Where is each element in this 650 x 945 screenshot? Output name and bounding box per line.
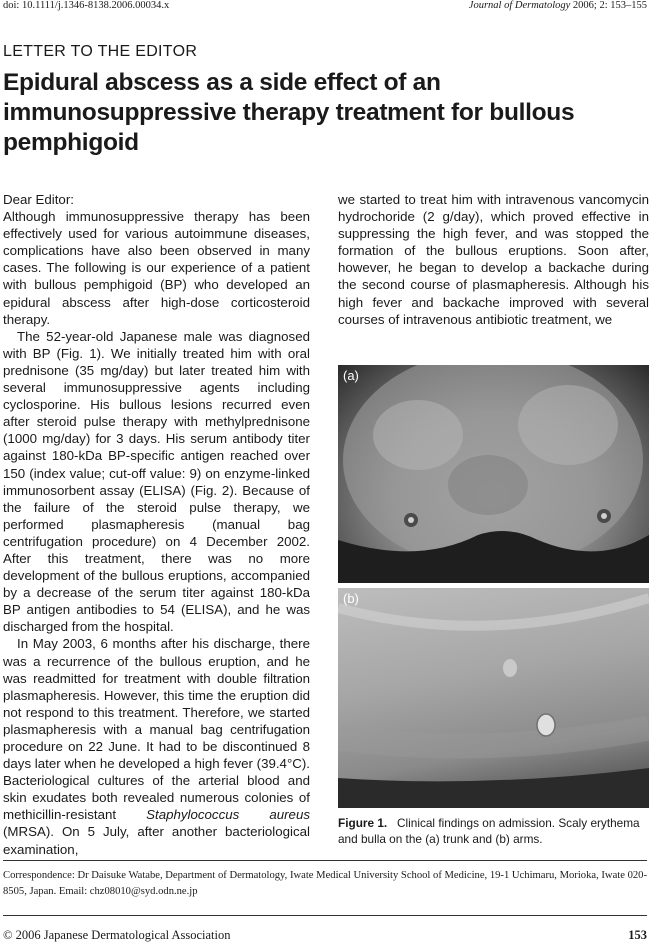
figure-panel-a-trunk-photo bbox=[338, 365, 649, 583]
paragraph-3-start: In May 2003, 6 months after his discharge, there was a recurrence of the bullous eruption, and he was readmitted for treatment with double filtration plasmapheresis. However, this time the eruption did not respond to this treatment. Therefore, we started plasmapheresis with a manual bag centrifugation procedure on 22 June. It had to be discontinued 8 days later when he developed a high fever (39.4°C). Bacteriological cultures of the arterial blood and skin exudates both revealed numerous colonies of methicillin-resistant bbox=[3, 636, 310, 823]
footer-divider bbox=[3, 915, 647, 916]
body-right-column bbox=[338, 191, 649, 328]
figure-1-caption bbox=[338, 815, 649, 847]
panel-b-label: (b) bbox=[343, 591, 359, 606]
journal-header bbox=[469, 0, 647, 11]
trunk-photo-illustration bbox=[338, 365, 649, 583]
paragraph-1: Although immunosuppressive therapy has been effectively used for various autoimmune diseases, complications have also been observed in many cases. The following is our experience of a patient with bullous pemphigoid (BP) who developed an epidural abscess after high-dose corticosteroid therapy. bbox=[3, 209, 310, 327]
salutation: Dear Editor: bbox=[3, 192, 74, 207]
caption-text: Clinical findings on admission. Scaly erythema and bulla on the (a) trunk and (b) arms. bbox=[338, 816, 640, 846]
figure-panel-b-arm-photo bbox=[338, 588, 649, 808]
article-title: Epidural abscess as a side effect of an immunosuppressive therapy treatment for bullous pemphigoid bbox=[3, 69, 575, 156]
journal-name: Journal of Dermatology bbox=[468, 0, 571, 11]
caption-label: Figure 1. bbox=[338, 816, 388, 830]
arm-photo-illustration bbox=[338, 588, 649, 808]
figure-1 bbox=[338, 365, 649, 808]
journal-citation: 2006; 2: 153–155 bbox=[572, 0, 647, 11]
panel-a-label: (a) bbox=[343, 368, 359, 383]
page-number: 153 bbox=[628, 928, 647, 942]
footnote-divider bbox=[3, 860, 647, 861]
correspondence-footnote: Correspondence: Dr Daisuke Watabe, Department of Dermatology, Iwate Medical University School of Medicine, 19-1 Uchimaru, Morioka, Iwate 020-8505, Japan. Email: chz08010@syd.odn.ne.jp bbox=[3, 870, 647, 897]
doi-header: doi: 10.1111/j.1346-8138.2006.00034.x bbox=[3, 0, 170, 11]
section-label: LETTER TO THE EDITOR bbox=[3, 43, 198, 60]
paragraph-4: we started to treat him with intravenous vancomycin hydrochoride (2 g/day), which proved effective in suppressing the high fever, and was stopped the formation of the bullous eruptions. Soon after, however, he began to develop a backache during the second course of plasmapheresis. Although his high fever and backache improved with several courses of intravenous antibiotic treatment, we bbox=[338, 192, 649, 327]
body-left-column bbox=[3, 191, 310, 858]
paragraph-3 bbox=[3, 635, 310, 857]
copyright-footer: © 2006 Japanese Dermatological Association bbox=[3, 928, 231, 942]
organism-name: Staphylococcus aureus bbox=[146, 807, 310, 823]
paragraph-3-end: (MRSA). On 5 July, after another bacteriological examination, bbox=[3, 824, 310, 857]
paragraph-2: The 52-year-old Japanese male was diagnosed with BP (Fig. 1). We initially treated him with oral prednisone (35 mg/day) but later treated him with several immunosuppressive agents including cyclosporine. His bullous lesions recurred even after steroid pulse therapy with methylprednisone (1000 mg/day) for 3 days. His serum antibody titer against 180-kDa BP-specific antigen reached over 150 (index value; cut-off value: 9) on enzyme-linked immunosorbent assay (ELISA) (Fig. 2). Because of the failure of the steroid pulse therapy, we performed plasmapheresis (manual bag centrifugation procedure) on 4 December 2002. After this treatment, there was no more development of the bullous eruptions, accompanied by a decrease of the serum titer against 180-kDa BP antigen antibodies to 54 (ELISA), and he was discharged from the hospital. bbox=[3, 328, 310, 635]
